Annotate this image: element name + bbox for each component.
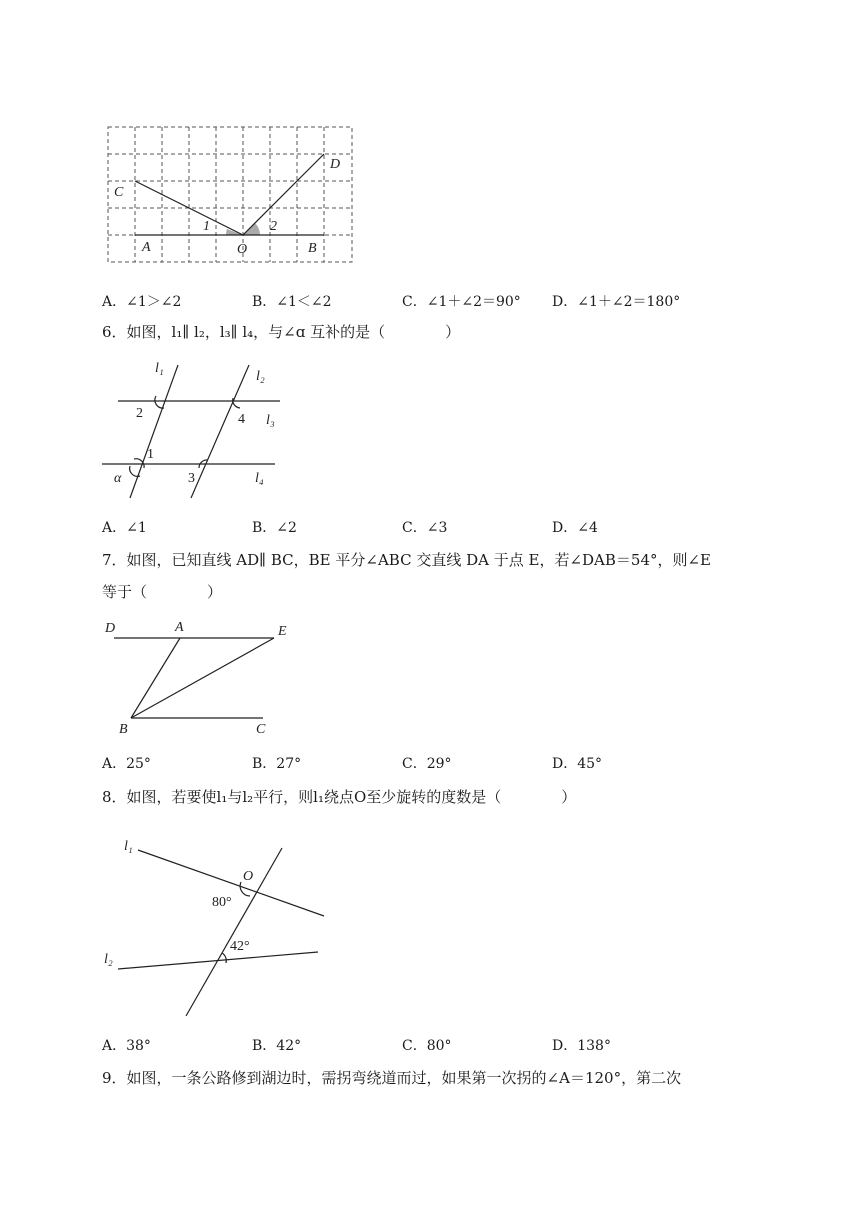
label-angle-1: 1	[147, 447, 154, 462]
label-O: O	[237, 242, 248, 257]
question-7-text-line1: 7．如图，已知直线 AD∥ BC，BE 平分∠ABC 交直线 DA 于点 E，若∠DAB＝54°，则∠E	[102, 551, 712, 569]
label-l3: l₃	[266, 413, 275, 428]
option-a[interactable]: A．25°	[102, 756, 151, 772]
figure-q6	[100, 358, 285, 500]
label-angle-3: 3	[188, 471, 195, 486]
label-l1: l₁	[124, 839, 133, 854]
label-B: B	[308, 241, 317, 256]
label-D: D	[330, 157, 341, 172]
option-c[interactable]: C．∠1＋∠2＝90°	[402, 294, 521, 310]
label-l4: l₄	[255, 471, 264, 486]
label-A: A	[175, 620, 184, 635]
option-b[interactable]: B．42°	[252, 1038, 302, 1054]
options-q7	[102, 753, 802, 773]
option-c[interactable]: C．29°	[402, 756, 452, 772]
option-c[interactable]: C．∠3	[402, 520, 448, 536]
option-d[interactable]: D．138°	[552, 1038, 611, 1054]
label-D: D	[105, 621, 116, 636]
label-E: E	[278, 624, 287, 639]
label-A: A	[142, 240, 151, 255]
label-alpha: α	[114, 471, 122, 486]
label-angle-2: 2	[136, 406, 143, 421]
option-d[interactable]: D．∠4	[552, 520, 598, 536]
options-q8	[102, 1035, 802, 1055]
label-l1: l₁	[155, 361, 164, 376]
label-angle-42: 42°	[230, 939, 250, 954]
options-q5	[102, 291, 802, 311]
label-l2: l₂	[256, 369, 265, 384]
label-C: C	[256, 722, 266, 737]
option-a[interactable]: A．∠1＞∠2	[102, 294, 182, 310]
label-l2: l₂	[104, 952, 113, 967]
figure-q5-grid	[100, 118, 360, 268]
label-angle-4: 4	[238, 412, 245, 427]
label-O: O	[243, 869, 254, 884]
figure-q7	[100, 615, 300, 740]
option-b[interactable]: B．∠1＜∠2	[252, 294, 332, 310]
option-a[interactable]: A．∠1	[102, 520, 147, 536]
question-7-text-line2: 等于（ ）	[102, 583, 223, 601]
options-q6	[102, 517, 802, 537]
question-9-text: 9．如图，一条公路修到湖边时，需拐弯绕道而过，如果第一次拐的∠A＝120°，第二次	[102, 1069, 682, 1087]
label-C: C	[114, 185, 124, 200]
option-b[interactable]: B．27°	[252, 756, 302, 772]
label-angle-1: 1	[203, 219, 210, 234]
label-angle-2: 2	[270, 219, 277, 234]
figure-q8	[100, 832, 335, 1020]
option-d[interactable]: D．∠1＋∠2＝180°	[552, 294, 681, 310]
option-b[interactable]: B．∠2	[252, 520, 297, 536]
label-angle-80: 80°	[212, 895, 232, 910]
label-B: B	[119, 722, 128, 737]
question-6-text: 6．如图，l₁∥ l₂，l₃∥ l₄，与∠ɑ 互补的是（ ）	[102, 323, 461, 341]
option-d[interactable]: D．45°	[552, 756, 603, 772]
option-a[interactable]: A．38°	[102, 1038, 151, 1054]
option-c[interactable]: C．80°	[402, 1038, 452, 1054]
question-8-text: 8．如图，若要使l₁与l₂平行，则l₁绕点O至少旋转的度数是（ ）	[102, 788, 577, 806]
